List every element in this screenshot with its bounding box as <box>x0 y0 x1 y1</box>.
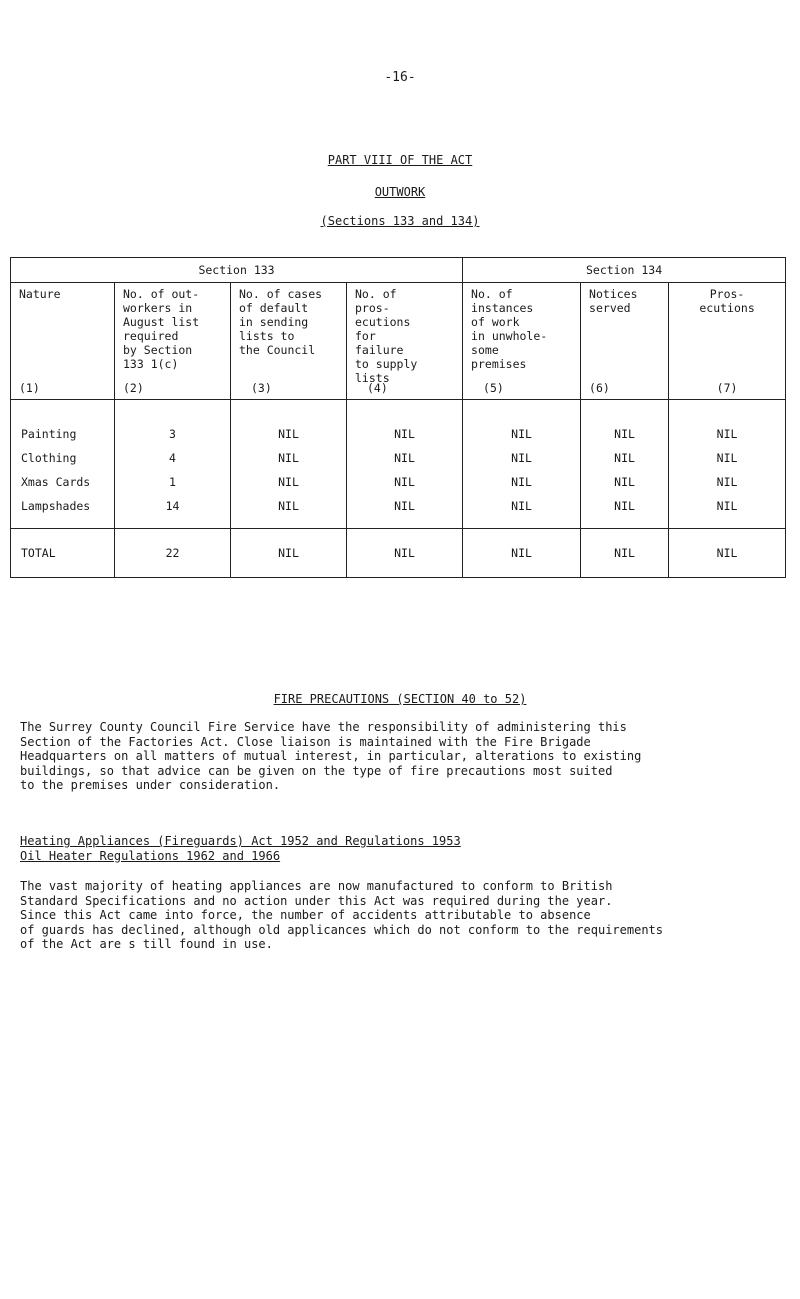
total-row <box>11 529 786 578</box>
table-row <box>11 470 786 494</box>
outwork-heading: OUTWORK <box>374 185 426 199</box>
total-prosecutions-lists: NIL <box>347 529 463 578</box>
total-unwholesome: NIL <box>463 529 581 578</box>
total-notices: NIL <box>581 529 669 578</box>
nature-cell: Xmas Cards <box>11 470 115 494</box>
nature-cell: Lampshades <box>11 494 115 529</box>
notices-cell: NIL <box>581 400 669 447</box>
outwork-table <box>10 257 786 578</box>
notices-cell: NIL <box>581 470 669 494</box>
section-header-row <box>11 258 786 283</box>
prosecutions-cell: NIL <box>669 446 786 470</box>
column-header-prosecutions-lists: No. of pros- ecutions for failure to supply lists (4) <box>347 283 463 400</box>
unwholesome-cell: NIL <box>463 400 581 447</box>
unwholesome-cell: NIL <box>463 470 581 494</box>
prosecutions-cell: NIL <box>669 494 786 529</box>
prosecutions-cell: NIL <box>669 470 786 494</box>
sections-heading: (Sections 133 and 134) <box>320 214 480 228</box>
column-header-nature: Nature (1) <box>11 283 115 400</box>
table-row <box>11 494 786 529</box>
column-header-unwholesome-premises: No. of instances of work in unwhole- some premises (5) <box>463 283 581 400</box>
column-header-prosecutions: Pros- ecutions (7) <box>669 283 786 400</box>
notices-cell: NIL <box>581 494 669 529</box>
heating-appliances-subheading: Heating Appliances (Fireguards) Act 1952 and Regulations 1953 <box>20 834 461 848</box>
default-cases-cell: NIL <box>231 446 347 470</box>
prosecutions-lists-cell: NIL <box>347 400 463 447</box>
outworkers-cell: 3 <box>115 400 231 447</box>
prosecutions-lists-cell: NIL <box>347 470 463 494</box>
fire-precautions-paragraph: The Surrey County Council Fire Service have the responsibility of administering this Section of the Factories Act. Close liaison is maintained with the Fire Brigade Headquarters on all matters of mutual interest, in particular, alterations to existing buildings, so that advice can be given on the type of fire precautions most suited to the premises under consideration. <box>20 720 642 792</box>
total-label: TOTAL <box>11 529 115 578</box>
column-header-notices-served: Notices served (6) <box>581 283 669 400</box>
notices-cell: NIL <box>581 446 669 470</box>
total-outworkers: 22 <box>115 529 231 578</box>
page-number: -16- <box>384 70 416 85</box>
section-133-header: Section 133 <box>11 258 463 283</box>
total-default-cases: NIL <box>231 529 347 578</box>
outworkers-cell: 4 <box>115 446 231 470</box>
table-row <box>11 446 786 470</box>
prosecutions-lists-cell: NIL <box>347 446 463 470</box>
table-row <box>11 400 786 447</box>
nature-cell: Painting <box>11 400 115 447</box>
default-cases-cell: NIL <box>231 494 347 529</box>
total-prosecutions: NIL <box>669 529 786 578</box>
unwholesome-cell: NIL <box>463 446 581 470</box>
nature-cell: Clothing <box>11 446 115 470</box>
heating-appliances-paragraph: The vast majority of heating appliances are now manufactured to conform to British Standard Specifications and no action under this Act was required during the year. Since this Act came into force, the number of accidents attributable to absence of guards has declined, although old applicances which do not conform to the requirements of the Act are s till found in use. <box>20 879 663 951</box>
default-cases-cell: NIL <box>231 470 347 494</box>
outworkers-cell: 1 <box>115 470 231 494</box>
column-header-outworkers: No. of out- workers in August list required by Section 133 1(c) (2) <box>115 283 231 400</box>
outworkers-cell: 14 <box>115 494 231 529</box>
part-heading: PART VIII OF THE ACT <box>327 153 473 167</box>
prosecutions-lists-cell: NIL <box>347 494 463 529</box>
column-header-row <box>11 283 786 400</box>
prosecutions-cell: NIL <box>669 400 786 447</box>
section-134-header: Section 134 <box>463 258 786 283</box>
column-header-default-cases: No. of cases of default in sending lists to the Council (3) <box>231 283 347 400</box>
oil-heater-subheading: Oil Heater Regulations 1962 and 1966 <box>20 849 281 863</box>
default-cases-cell: NIL <box>231 400 347 447</box>
unwholesome-cell: NIL <box>463 494 581 529</box>
fire-precautions-heading: FIRE PRECAUTIONS (SECTION 40 to 52) <box>273 692 527 706</box>
